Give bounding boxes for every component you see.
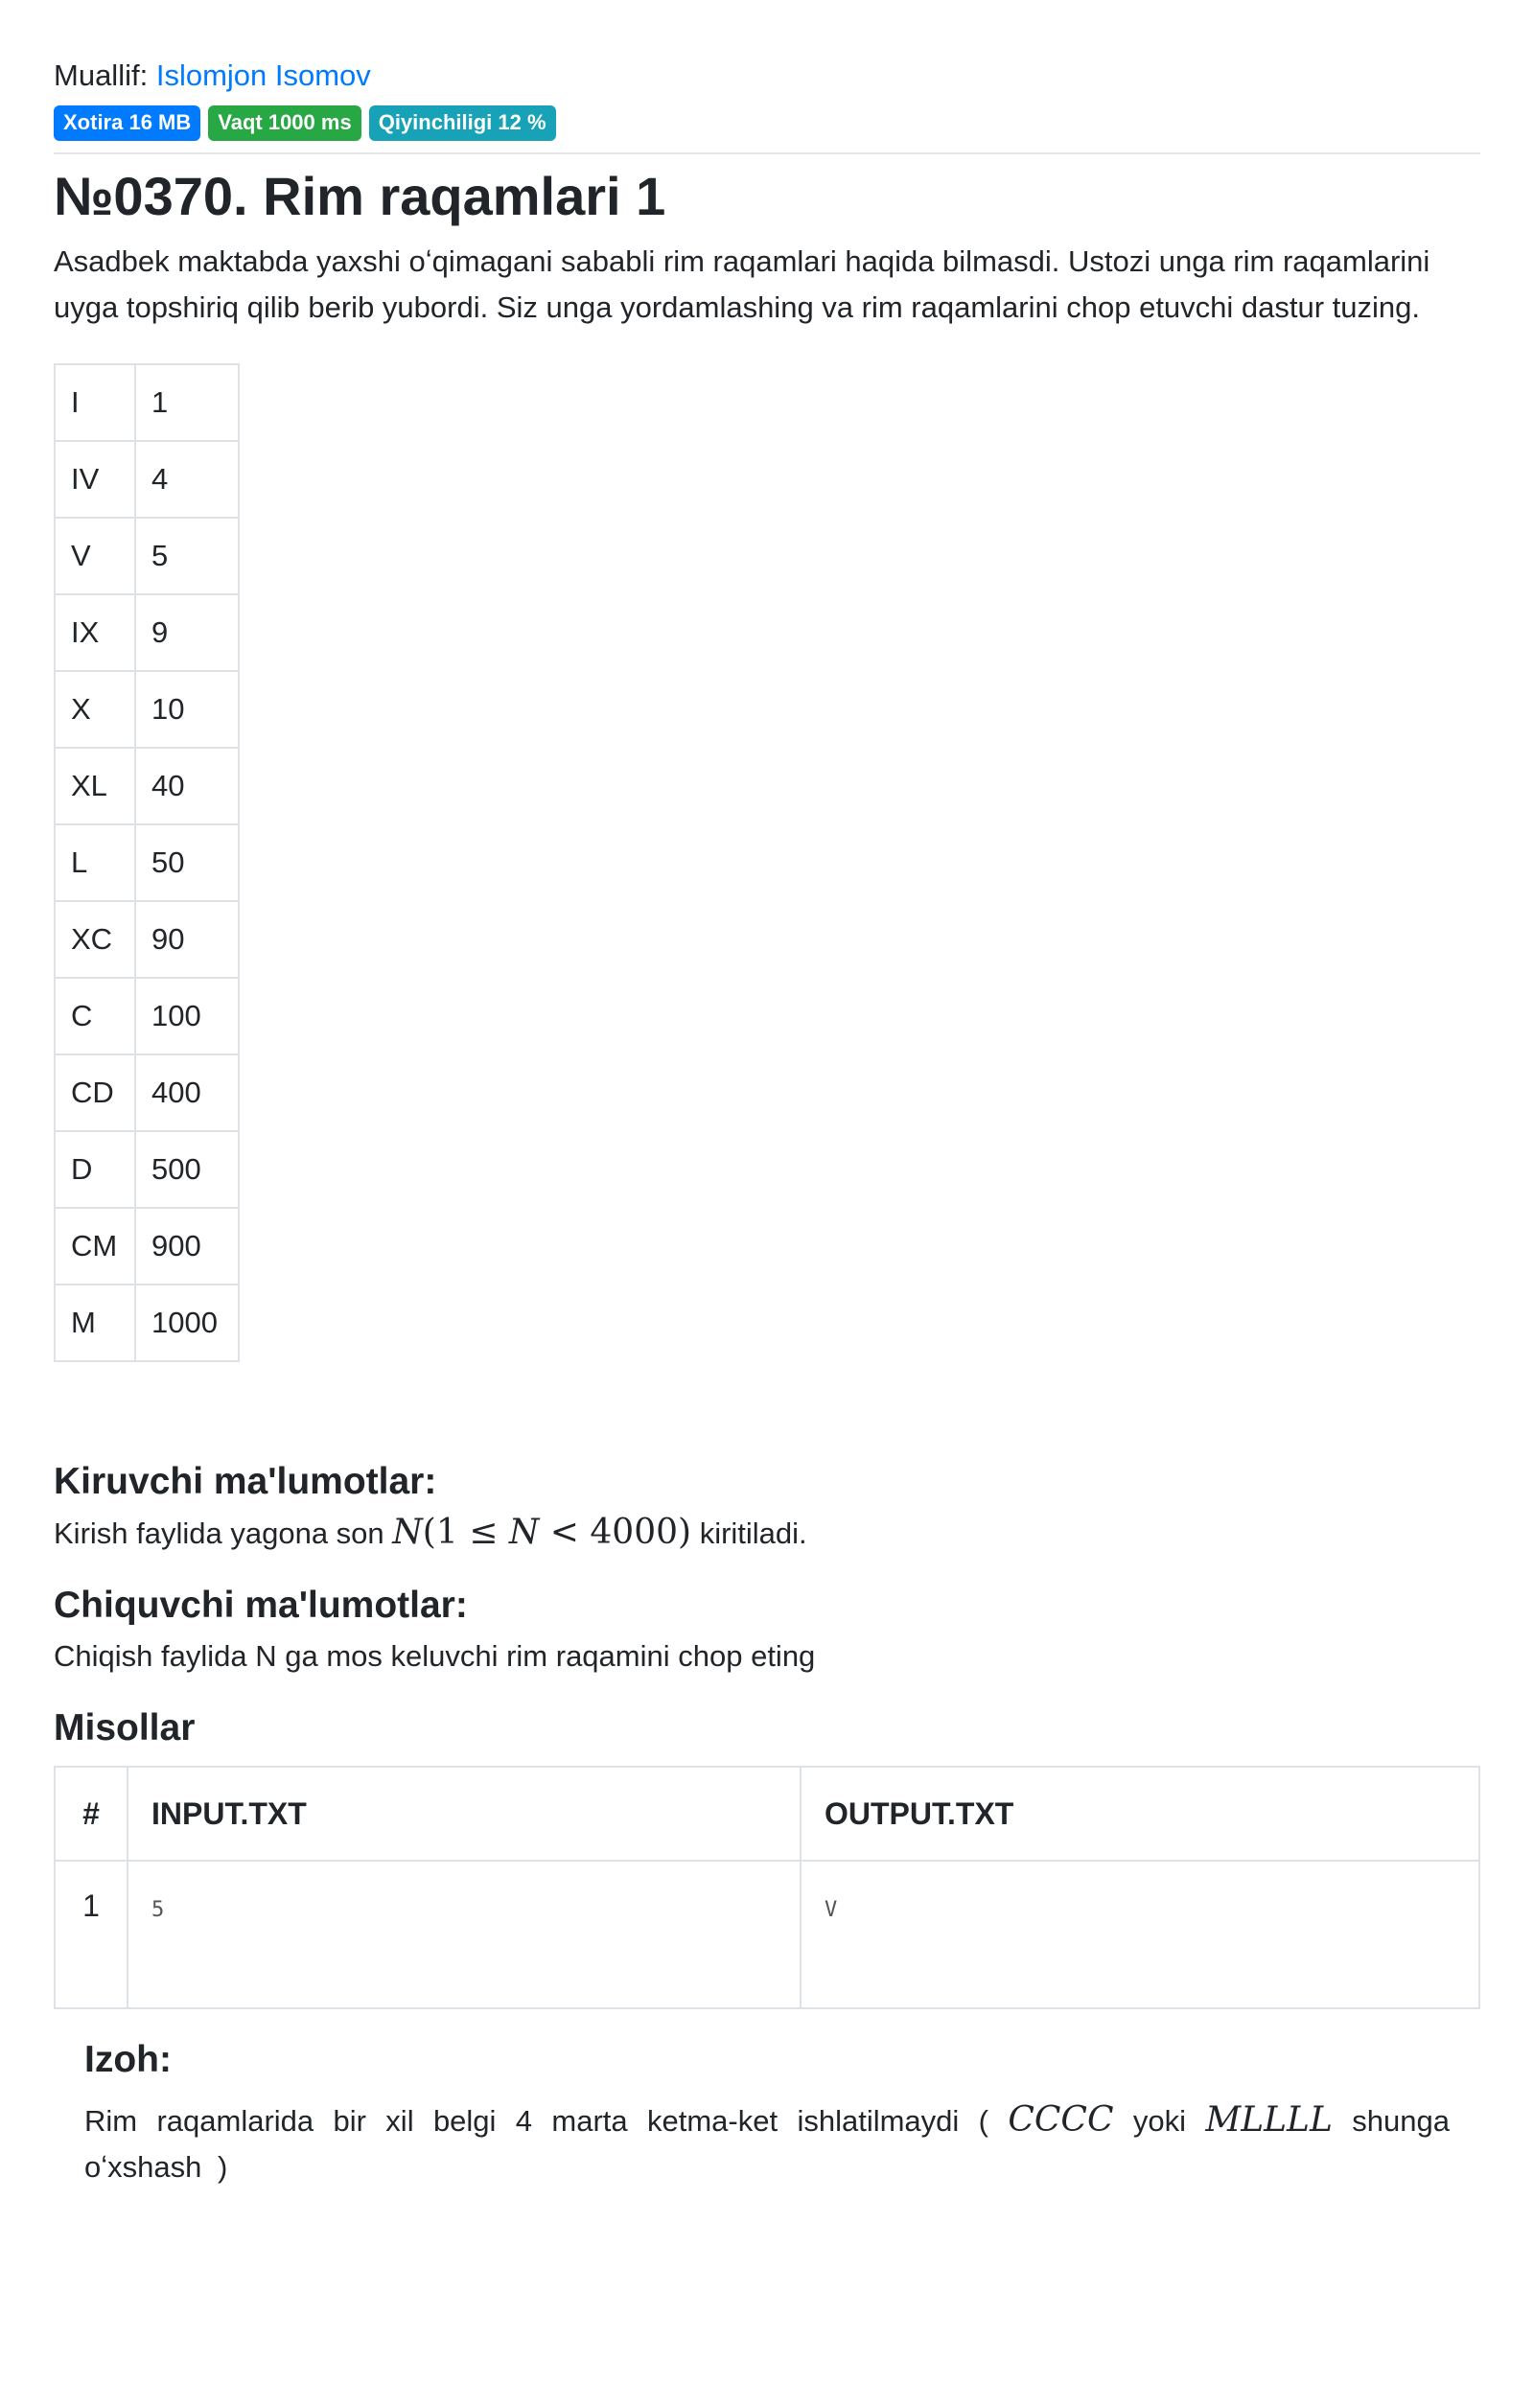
roman-value: 90 — [135, 901, 239, 978]
author-link[interactable]: Islomjon Isomov — [155, 58, 371, 92]
note-heading: Izoh: — [84, 2039, 172, 2080]
col-output-header: OUTPUT.TXT — [801, 1767, 1479, 1861]
roman-symbol: M — [55, 1285, 135, 1361]
roman-table-row — [55, 901, 239, 978]
note-text-after: shunga oʻxshash ) — [84, 2104, 1450, 2184]
roman-table-row — [55, 1208, 239, 1285]
roman-symbol: V — [55, 518, 135, 594]
examples-header-row — [55, 1767, 1479, 1861]
roman-value: 100 — [135, 978, 239, 1054]
roman-value: 500 — [135, 1131, 239, 1208]
roman-table-row — [55, 1285, 239, 1361]
roman-value: 400 — [135, 1054, 239, 1131]
roman-table-row — [55, 748, 239, 824]
roman-value: 5 — [135, 518, 239, 594]
note-section — [54, 2036, 1480, 2190]
roman-value: 4 — [135, 441, 239, 518]
roman-symbol: XC — [55, 901, 135, 978]
roman-table-row — [55, 594, 239, 671]
math-var-n2: N — [508, 1513, 540, 1552]
note-text — [84, 2097, 1450, 2190]
roman-table-row — [55, 1054, 239, 1131]
note-text-before: Rim raqamlarida bir xil belgi 4 marta ketma-ket ishlatilmaydi ( — [84, 2104, 988, 2138]
roman-symbol: XL — [55, 748, 135, 824]
example-input-cell[interactable] — [128, 1861, 801, 2008]
example-number: 1 — [55, 1861, 128, 2008]
input-constraint-math — [392, 1513, 691, 1552]
roman-value: 40 — [135, 748, 239, 824]
problem-statement: Asadbek maktabda yaxshi oʻqimagani sababli rim raqamlari haqida bilmasdi. Ustozi unga rim raqamlarini uyga topshiriq qilib berib yubordi. Siz unga yordamlashing va rim raqamlarini chop etuvchi dastur tuzing. — [54, 244, 1430, 324]
limits-badges — [54, 105, 1480, 141]
roman-symbol: C — [55, 978, 135, 1054]
input-description — [54, 1512, 1480, 1555]
math-var-n: N — [392, 1513, 423, 1552]
roman-table-row — [55, 441, 239, 518]
roman-symbol: CD — [55, 1054, 135, 1131]
examples-table — [54, 1766, 1480, 2009]
roman-table-row — [55, 1131, 239, 1208]
time-limit-badge: Vaqt 1000 ms — [208, 105, 360, 141]
roman-symbol: X — [55, 671, 135, 748]
examples-heading: Misollar — [54, 1707, 196, 1748]
example-input: 5 — [151, 1898, 165, 1922]
math-close-paren: ) — [678, 1513, 692, 1552]
note-math-cccc: CCCC — [1008, 2100, 1114, 2140]
example-output: V — [825, 1898, 838, 1922]
roman-table-row — [55, 518, 239, 594]
roman-table-row — [55, 824, 239, 901]
example-row — [55, 1861, 1479, 2008]
input-text-after: kiritiladi. — [699, 1517, 807, 1550]
roman-value: 10 — [135, 671, 239, 748]
author-label: Muallif: — [54, 58, 149, 92]
roman-table-row — [55, 978, 239, 1054]
difficulty-badge: Qiyinchiligi 12 % — [369, 105, 556, 141]
math-le-sign: ≤ — [469, 1513, 499, 1552]
roman-value: 1 — [135, 364, 239, 441]
roman-value: 50 — [135, 824, 239, 901]
roman-symbol: IX — [55, 594, 135, 671]
input-heading: Kiruvchi ma'lumotlar: — [54, 1461, 437, 1502]
author-line — [54, 56, 1480, 96]
note-text-middle: yoki — [1132, 2104, 1187, 2138]
example-output-cell[interactable] — [801, 1861, 1479, 2008]
header-divider — [54, 152, 1480, 154]
roman-table-body — [55, 364, 239, 1361]
math-upper-bound: 4000 — [590, 1513, 679, 1552]
math-lower-bound: 1 — [435, 1513, 458, 1552]
output-description: Chiqish faylida N ga mos keluvchi rim raqamini chop eting — [54, 1639, 816, 1673]
col-input-header: INPUT.TXT — [128, 1767, 801, 1861]
math-open-paren: ( — [422, 1513, 436, 1552]
roman-symbol: CM — [55, 1208, 135, 1285]
roman-table-row — [55, 671, 239, 748]
col-number-header: # — [55, 1767, 128, 1861]
memory-limit-badge: Xotira 16 MB — [54, 105, 200, 141]
roman-symbol: D — [55, 1131, 135, 1208]
roman-table-row — [55, 364, 239, 441]
roman-value: 9 — [135, 594, 239, 671]
roman-symbol: L — [55, 824, 135, 901]
output-heading: Chiquvchi ma'lumotlar: — [54, 1585, 468, 1626]
input-text-before: Kirish faylida yagona son — [54, 1517, 384, 1550]
roman-value: 1000 — [135, 1285, 239, 1361]
note-math-mllll: MLLLL — [1205, 2100, 1333, 2140]
problem-title: №0370. Rim raqamlari 1 — [54, 166, 666, 226]
roman-symbol: IV — [55, 441, 135, 518]
math-lt-sign: < — [549, 1513, 579, 1552]
roman-symbol: I — [55, 364, 135, 441]
roman-value: 900 — [135, 1208, 239, 1285]
roman-numerals-table — [54, 363, 240, 1362]
